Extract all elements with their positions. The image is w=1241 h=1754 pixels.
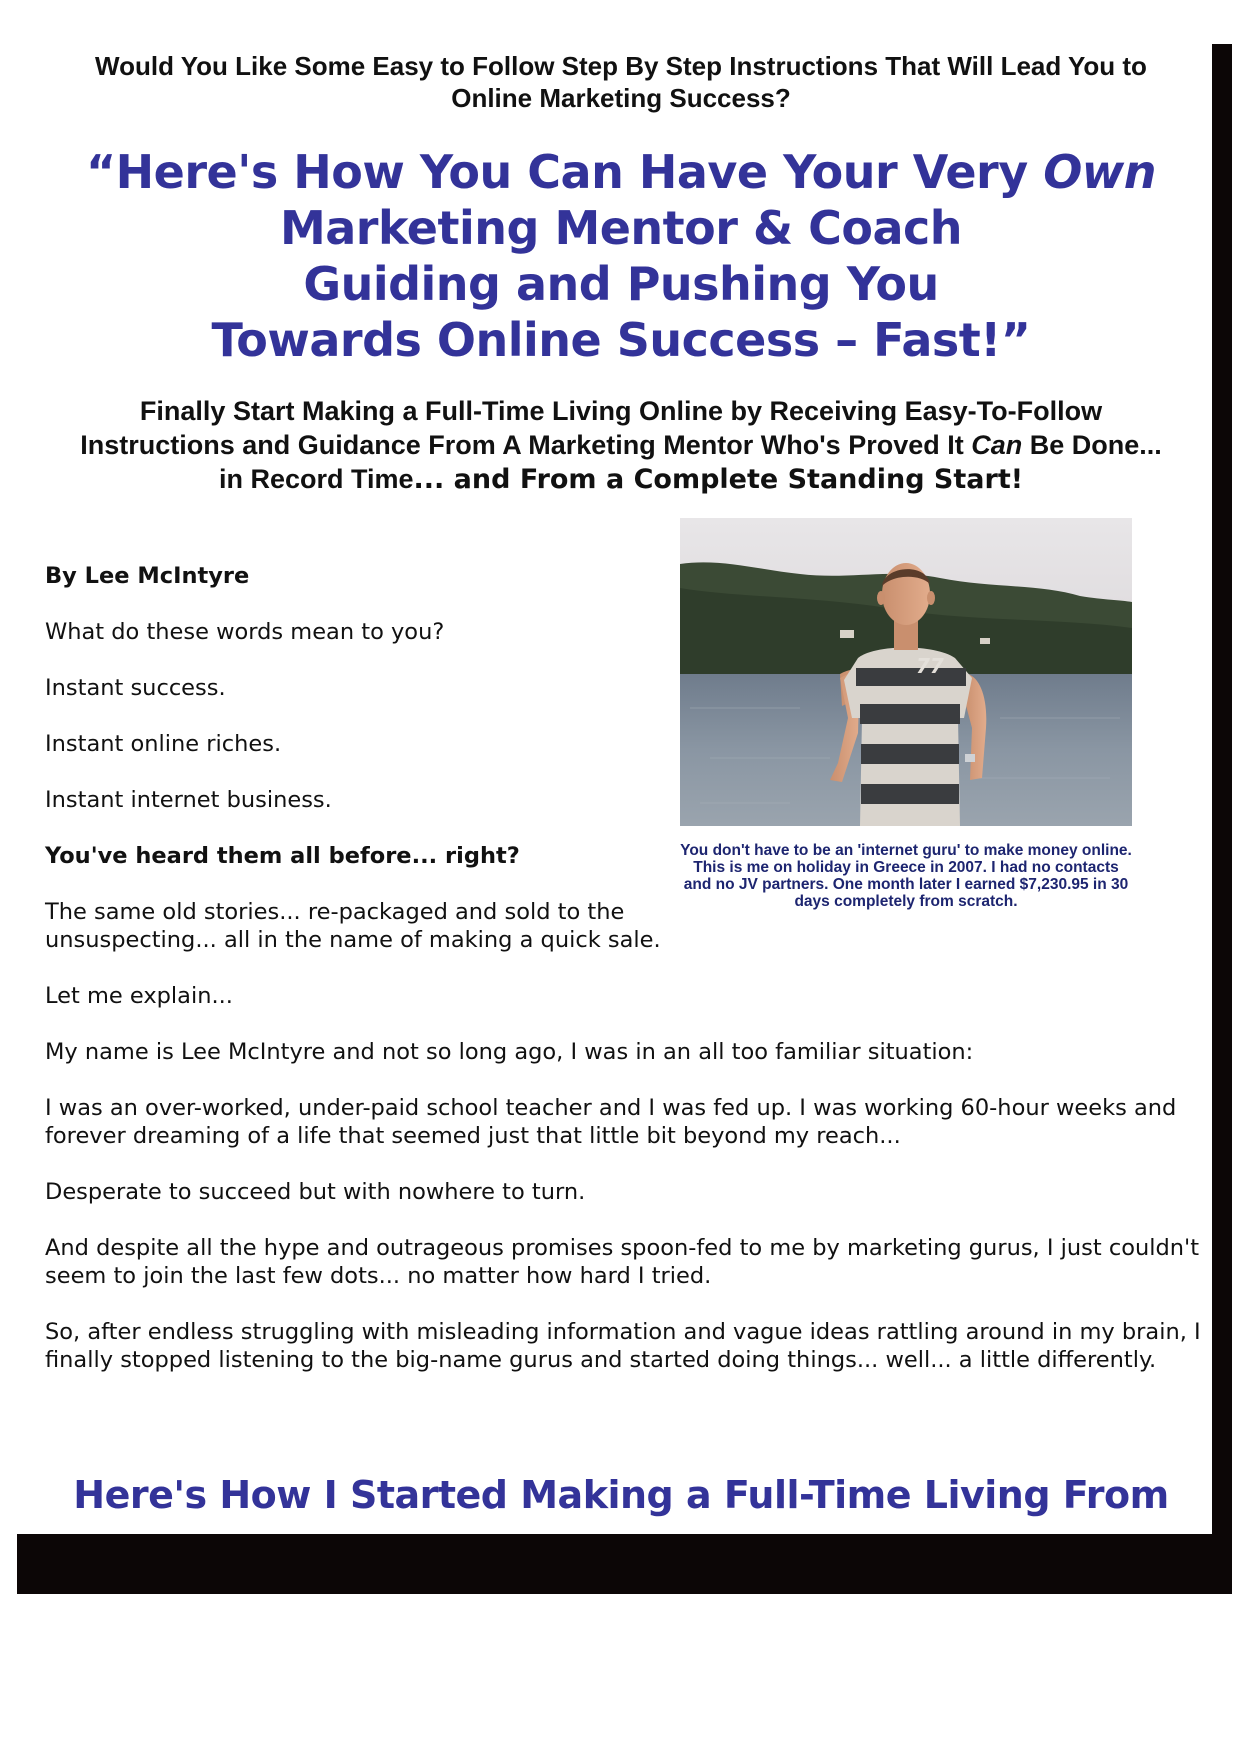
- headline-emphasis: Own: [1043, 145, 1157, 199]
- main-headline: [36, 144, 1206, 368]
- paragraph-8: My name is Lee McIntyre and not so long ago, I was in an all too familiar situation:: [45, 1039, 974, 1065]
- page-shadow-right: [1212, 44, 1232, 1578]
- paragraph-9: I was an over-worked, under-paid school teacher and I was fed up. I was working 60-hour weeks and forever dreaming of a life that seemed just that little bit beyond my reach...: [45, 1095, 1177, 1149]
- subheadline: [36, 394, 1206, 497]
- article-intro: [45, 562, 1205, 954]
- subheadline-part-1: Finally Start Making a Full-Time Living Online by Receiving Easy-To-Follow Instructions and Guidance From A Marketing Mentor Who's Proved It: [80, 396, 1103, 460]
- section-heading: Here's How I Started Making a Full-Time Living From: [73, 1473, 1169, 1517]
- headline-line-1-text: “Here's How You Can Have Your Very: [85, 145, 1044, 199]
- paragraph-12: So, after endless struggling with misleading information and vague ideas rattling around in my brain, I finally stopped listening to the big-name gurus and started doing things... well... a little differently.: [45, 1319, 1201, 1373]
- paragraph-3: Instant online riches.: [45, 731, 282, 757]
- headline-line-1: [36, 144, 1206, 200]
- paragraph-7: Let me explain...: [45, 983, 233, 1009]
- subheadline-part-2: Be Done... in Record Time: [218, 430, 1162, 494]
- subheadline-part-3: ... and From a Complete Standing Start!: [413, 464, 1024, 495]
- subheadline-emphasis: Can: [971, 430, 1023, 460]
- paragraph-11: And despite all the hype and outrageous promises spoon-fed to me by marketing gurus, I just couldn't seem to join the last few dots... no matter how hard I tried.: [45, 1235, 1200, 1289]
- paragraph-5: You've heard them all before... right?: [45, 843, 520, 869]
- shirt-number: 77: [916, 654, 944, 678]
- headline-line-2: Marketing Mentor & Coach: [279, 201, 963, 255]
- paragraph-1: What do these words mean to you?: [45, 619, 445, 645]
- paragraph-2: Instant success.: [45, 675, 226, 701]
- headline-line-3: Guiding and Pushing You: [303, 257, 939, 311]
- pre-headline: Would You Like Some Easy to Follow Step By Step Instructions That Will Lead You to Online Marketing Success?: [95, 51, 1147, 113]
- paragraph-10: Desperate to succeed but with nowhere to turn.: [45, 1179, 586, 1205]
- article-body: [45, 562, 1205, 1402]
- byline: By Lee McIntyre: [45, 563, 250, 589]
- paragraph-6: The same old stories... re-packaged and sold to the unsuspecting... all in the name of making a quick sale.: [45, 899, 661, 953]
- headline-line-4: Towards Online Success – Fast!”: [211, 313, 1031, 367]
- page-shadow-bottom: [17, 1534, 1232, 1594]
- photo-caption: You don't have to be an 'internet guru' to make money online. This is me on holiday in Greece in 2007. I had no contacts and no JV partners. One month later I earned $7,230.95 in 30 days completely from scratch.: [680, 842, 1132, 910]
- paragraph-4: Instant internet business.: [45, 787, 332, 813]
